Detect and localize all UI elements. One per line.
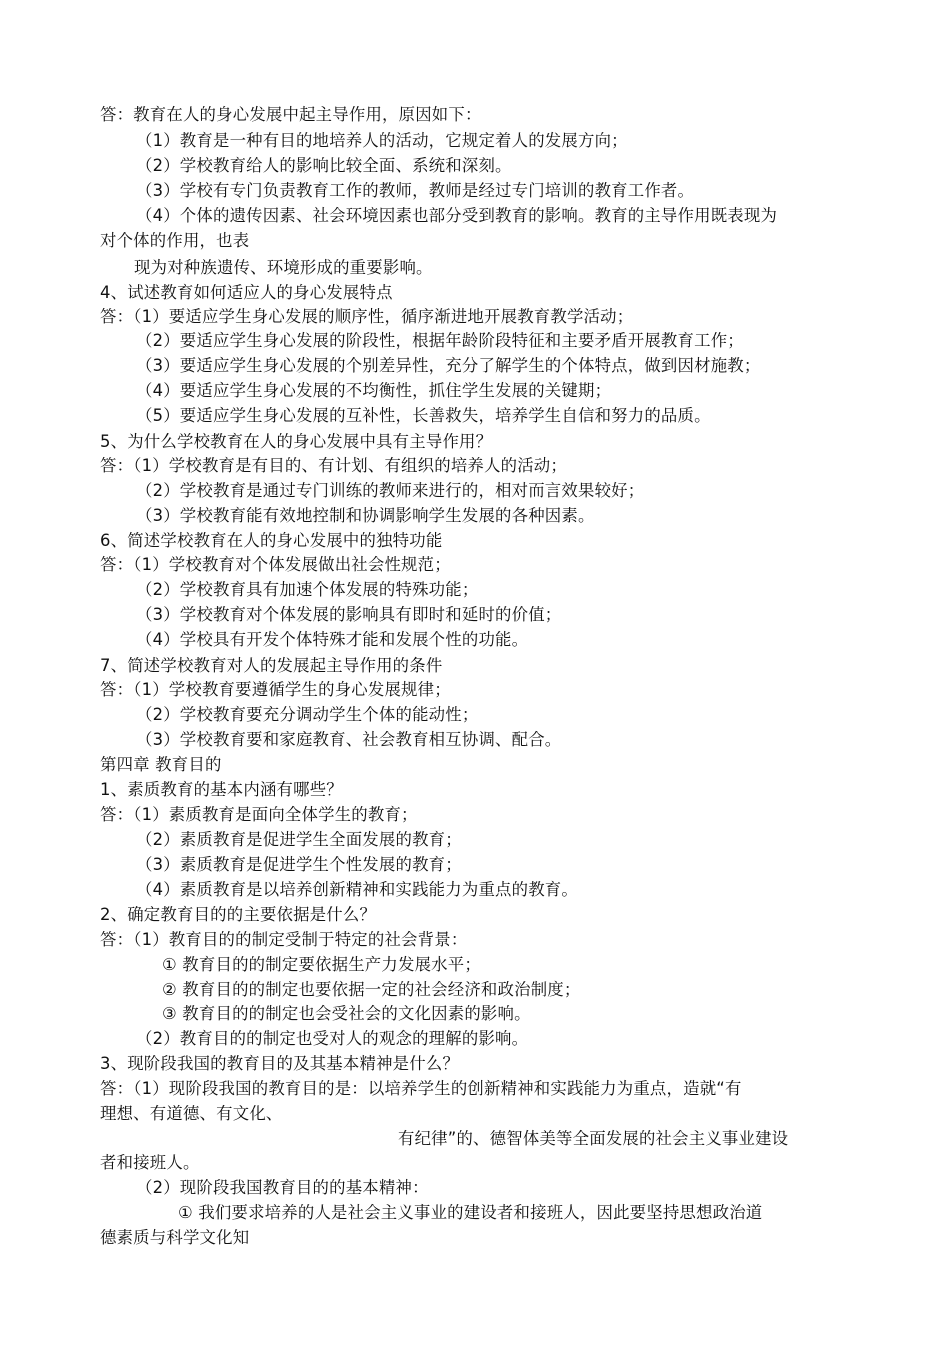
answer-line: 答：（1）素质教育是面向全体学生的教育； <box>100 805 418 824</box>
answer-line: 答：教育在人的身心发展中起主导作用，原因如下： <box>100 105 482 124</box>
question-heading: 6、简述学校教育在人的身心发展中的独特功能 <box>100 531 443 550</box>
question-heading: 7、简述学校教育对人的发展起主导作用的条件 <box>100 656 443 675</box>
list-item: （3）学校有专门负责教育工作的教师，教师是经过专门培训的教育工作者。 <box>136 181 695 200</box>
answer-line: 答：（1）学校教育对个体发展做出社会性规范； <box>100 555 451 574</box>
list-item: （3）素质教育是促进学生个性发展的教育； <box>136 855 462 874</box>
list-item: （4）要适应学生身心发展的不均衡性，抓住学生发展的关键期； <box>136 381 612 400</box>
sub-list-item: ② 教育目的的制定也要依据一定的社会经济和政治制度； <box>162 980 581 999</box>
list-item: （3）学校教育能有效地控制和协调影响学生发展的各种因素。 <box>136 506 595 525</box>
list-item: （4）素质教育是以培养创新精神和实践能力为重点的教育。 <box>136 880 578 899</box>
list-item: （2）教育目的的制定也受对人的观念的理解的影响。 <box>136 1029 529 1048</box>
question-heading: 4、试述教育如何适应人的身心发展特点 <box>100 283 393 302</box>
text-line: 德素质与科学文化知 <box>100 1228 250 1247</box>
list-item: （5）要适应学生身心发展的互补性，长善救失，培养学生自信和努力的品质。 <box>136 406 711 425</box>
list-item: （2）学校教育给人的影响比较全面、系统和深刻。 <box>136 156 512 175</box>
list-item: （2）学校教育要充分调动学生个体的能动性； <box>136 705 479 724</box>
list-item: （3）学校教育对个体发展的影响具有即时和延时的价值； <box>136 605 562 624</box>
list-item: （4）个体的遗传因素、社会环境因素也部分受到教育的影响。教育的主导作用既表现为 <box>136 206 778 225</box>
text-line: 者和接班人。 <box>100 1153 200 1172</box>
list-item: （2）学校教育具有加速个体发展的特殊功能； <box>136 580 479 599</box>
answer-line: 答：（1）现阶段我国的教育目的是：以培养学生的创新精神和实践能力为重点，造就“有 <box>100 1079 742 1098</box>
text-line: 有纪律”的、德智体美等全面发展的社会主义事业建设 <box>398 1129 789 1148</box>
list-item: （1）教育是一种有目的地培养人的活动，它规定着人的发展方向； <box>136 131 628 150</box>
list-item: （3）学校教育要和家庭教育、社会教育相互协调、配合。 <box>136 730 562 749</box>
text-line: 现为对种族遗传、环境形成的重要影响。 <box>134 258 433 277</box>
question-heading: 1、素质教育的基本内涵有哪些？ <box>100 780 343 799</box>
answer-line: 答：（1）学校教育是有目的、有计划、有组织的培养人的活动； <box>100 456 567 475</box>
text-line: 对个体的作用，也表 <box>100 231 250 250</box>
sub-list-item: ① 我们要求培养的人是社会主义事业的建设者和接班人，因此要坚持思想政治道 <box>178 1203 763 1222</box>
sub-list-item: ③ 教育目的的制定也会受社会的文化因素的影响。 <box>162 1004 531 1023</box>
list-item: （4）学校具有开发个体特殊才能和发展个性的功能。 <box>136 630 529 649</box>
question-heading: 2、确定教育目的的主要依据是什么？ <box>100 905 377 924</box>
answer-line: 答：（1）教育目的的制定受制于特定的社会背景： <box>100 930 468 949</box>
list-item: （2）现阶段我国教育目的的基本精神： <box>136 1178 429 1197</box>
list-item: （2）要适应学生身心发展的阶段性，根据年龄阶段特征和主要矛盾开展教育工作； <box>136 331 744 350</box>
list-item: （2）学校教育是通过专门训练的教师来进行的，相对而言效果较好； <box>136 481 645 500</box>
answer-line: 答：（1）要适应学生身心发展的顺序性，循序渐进地开展教育教学活动； <box>100 307 634 326</box>
text-line: 理想、有道德、有文化、 <box>100 1104 283 1123</box>
chapter-heading: 第四章 教育目的 <box>100 755 222 774</box>
list-item: （2）素质教育是促进学生全面发展的教育； <box>136 830 462 849</box>
question-heading: 5、为什么学校教育在人的身心发展中具有主导作用？ <box>100 432 493 451</box>
question-heading: 3、现阶段我国的教育目的及其基本精神是什么？ <box>100 1054 460 1073</box>
sub-list-item: ① 教育目的的制定要依据生产力发展水平； <box>162 955 481 974</box>
list-item: （3）要适应学生身心发展的个别差异性，充分了解学生的个体特点，做到因材施教； <box>136 356 761 375</box>
answer-line: 答：（1）学校教育要遵循学生的身心发展规律； <box>100 680 451 699</box>
